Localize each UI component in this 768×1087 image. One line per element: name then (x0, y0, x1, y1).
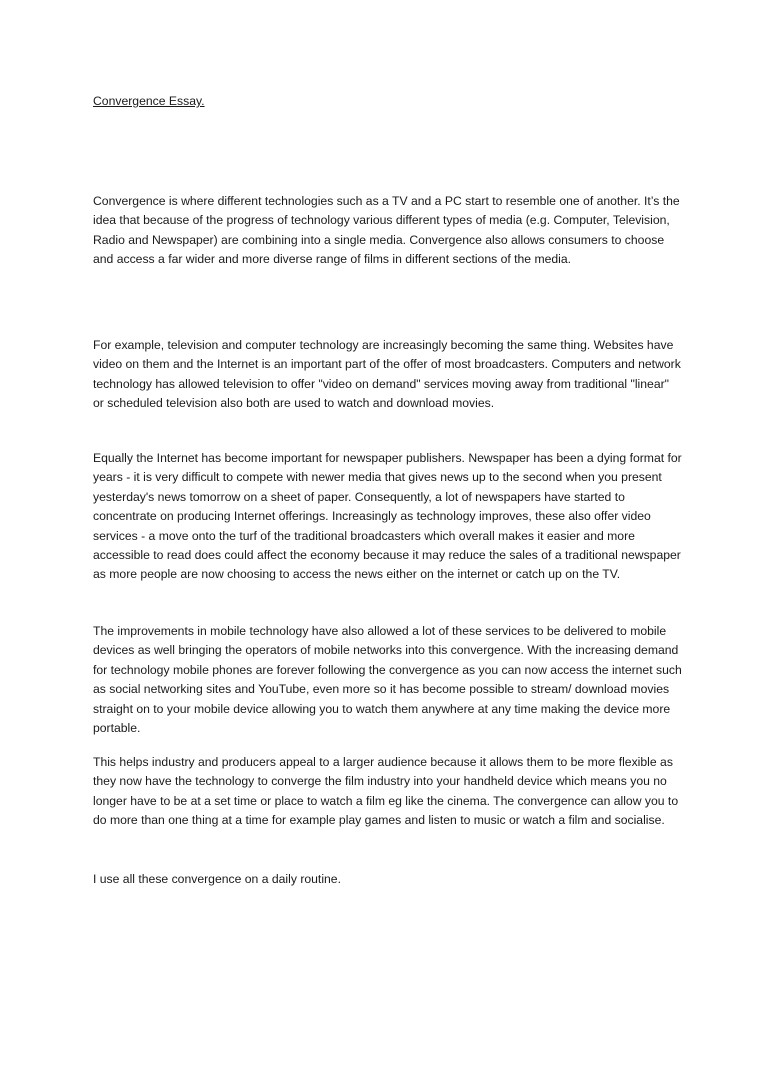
paragraph-industry-audience: This helps industry and producers appeal to a larger audience because it allows them to be more flexible as they now have the technology to converge the film industry into your handheld device which means you no longer have to be at a set time or place to watch a film eg like the cinema. The convergence can allow you to do more than one thing at a time for example play games and listen to music or watch a film and socialise. (93, 755, 679, 828)
paragraph-mobile-technology: The improvements in mobile technology have also allowed a lot of these services to be delivered to mobile devices as well bringing the operators of mobile networks into this convergence. With the increasing demand for technology mobile phones are forever following the convergence as you can now access the internet such as social networking sites and YouTube, even more so it has become possible to stream/ download movies straight on to your mobile device allowing you to watch them anywhere at any time making the device more portable. (93, 624, 682, 736)
paragraph-definition: Convergence is where different technologies such as a TV and a PC start to resemble one of another. It’s the idea that because of the progress of technology various different types of media (e.g. Computer, Television, Radio and Newspaper) are combining into a single media. Convergence also allows consumers to choose and access a far wider and more diverse range of films in different sections of the media. (93, 194, 680, 267)
paragraph-newspaper: Equally the Internet has become important for newspaper publishers. Newspaper has been a dying format for years - it is very difficult to compete with newer media that gives news up to the second when you present yesterday's news tomorrow on a sheet of paper. Consequently, a lot of newspapers have started to concentrate on producing Internet offerings. Increasingly as technology improves, these also offer video services - a move onto the turf of the traditional broadcasters which overall makes it easier and more accessible to read does could affect the economy because it may reduce the sales of a traditional newspaper as more people are now choosing to access the news either on the internet or catch up on the TV. (93, 451, 682, 582)
paragraph-television-example: For example, television and computer technology are increasingly becoming the same thing. Websites have video on them and the Internet is an important part of the offer of most broadcasters. Computers and network technology has allowed television to offer "video on demand" services moving away from traditional "linear" or scheduled television also both are used to watch and download movies. (93, 338, 681, 411)
document-title: Convergence Essay. (93, 94, 205, 108)
paragraph-conclusion: I use all these convergence on a daily routine. (93, 872, 341, 886)
